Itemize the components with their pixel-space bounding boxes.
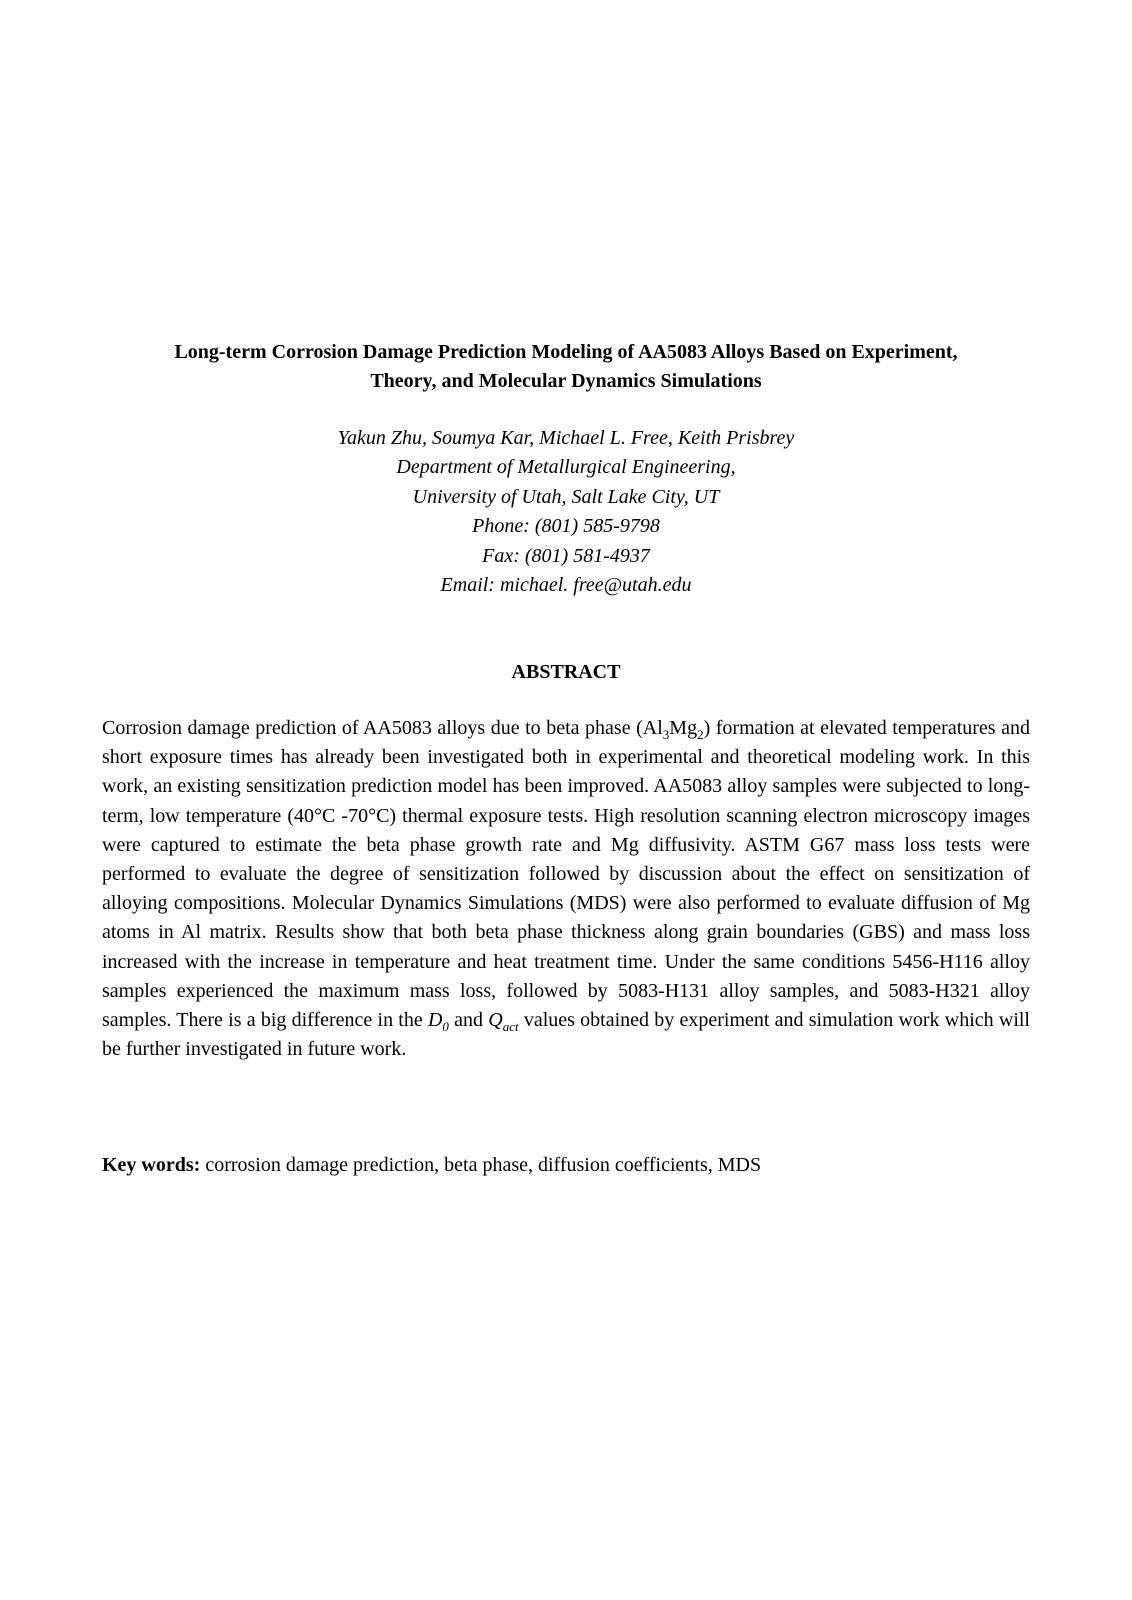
author-phone: Phone: (801) 585-9798: [472, 515, 660, 538]
keywords-line: [102, 1152, 1030, 1178]
abstract-part-1: Corrosion damage prediction of AA5083 alloys due to beta phase (Al: [102, 717, 663, 739]
abstract-subscript-mg: 2: [697, 727, 704, 742]
abstract-part-4: and: [448, 1009, 489, 1032]
abstract-text: [102, 714, 1030, 1064]
abstract-part-3: ) formation at elevated temperatures and short exposure times has already been investigated both in experimental and theoretical modeling work. In this work, an existing sensitization prediction model has been improved. AA5083 alloy samples were subjected to long-term, low temperature (40°C -70°C) thermal exposure tests. High resolution scanning electron microscopy images were captured to estimate the beta phase growth rate and Mg diffusivity. ASTM G67 mass loss tests were performed to evaluate the degree of sensitization followed by discussion about the effect on sensitization of alloying compositions. Molecular Dynamics Simulations (MDS) were also performed to evaluate diffusion of Mg atoms in Al matrix. Results show that both beta phase thickness along grain boundaries (GBS) and mass loss increased with the increase in temperature and heat treatment time. Under the same conditions 5456-H116 alloy samples experienced the maximum mass loss, followed by 5083-H131 alloy samples, and 5083-H321 alloy samples. There is a big difference in the: [102, 717, 1030, 1032]
author-block: [100, 424, 1032, 600]
title-line-1: Long-term Corrosion Damage Prediction Modeling of AA5083 Alloys Based on Experiment,: [174, 341, 958, 363]
author-university: University of Utah, Salt Lake City, UT: [412, 485, 720, 508]
keywords-text: corrosion damage prediction, beta phase, diffusion coefficients, MDS: [200, 1154, 762, 1176]
author-department: Department of Metallurgical Engineering,: [396, 456, 736, 479]
abstract-part-2: Mg: [669, 717, 698, 739]
q-act-symbol: $Q_{act}$: [488, 1009, 519, 1035]
title-line-2: Theory, and Molecular Dynamics Simulations: [370, 370, 762, 392]
author-fax: Fax: (801) 581-4937: [482, 544, 650, 567]
abstract-part-5: values obtained by experiment and simulation work which will be further investigated in future work.: [102, 1009, 1030, 1061]
abstract-subscript-al: 3: [662, 727, 670, 742]
paper-title: [100, 338, 1032, 396]
d-zero-symbol: $D_0$: [427, 1009, 449, 1035]
abstract-heading: ABSTRACT: [511, 661, 621, 683]
keywords-label: Key words:: [102, 1154, 201, 1176]
author-names: Yakun Zhu, Soumya Kar, Michael L. Free, Keith Prisbrey: [337, 427, 795, 449]
author-email: Email: michael. free@utah.edu: [440, 574, 692, 597]
